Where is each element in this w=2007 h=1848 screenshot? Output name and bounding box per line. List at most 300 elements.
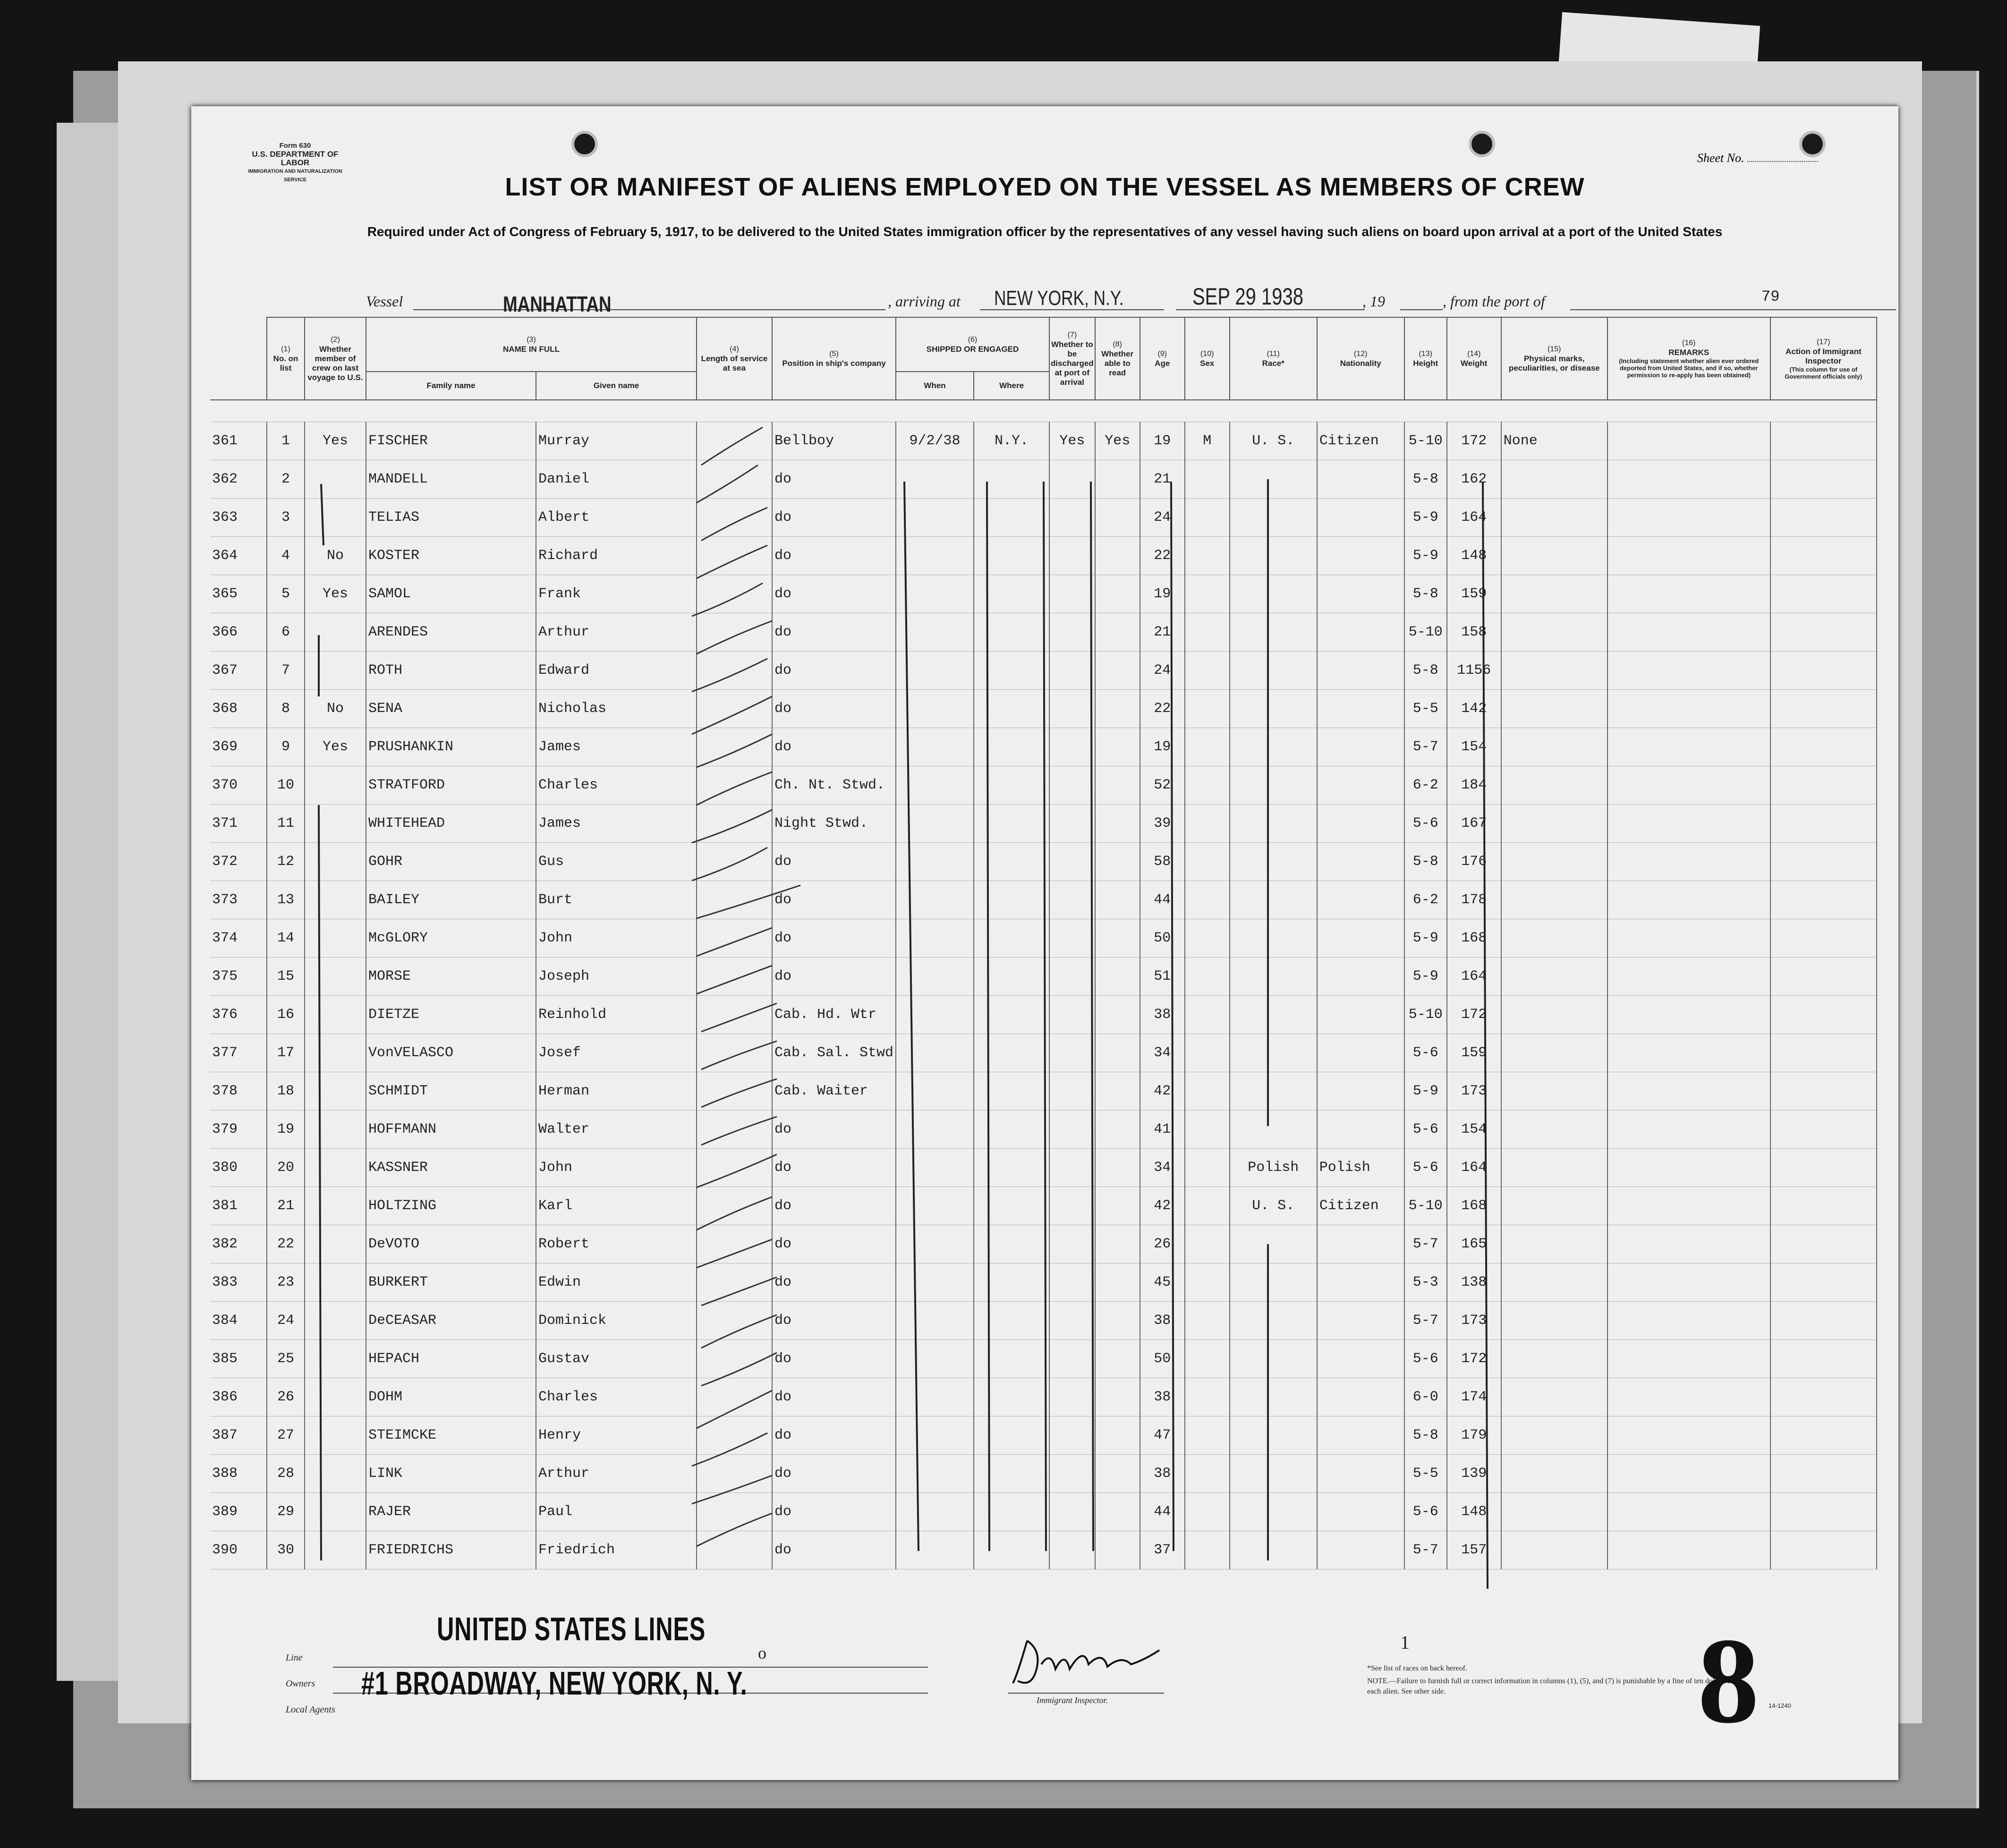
cell-empty (1607, 728, 1770, 766)
cell-race: U. S. (1230, 422, 1317, 460)
cell-family: SENA (366, 690, 536, 728)
cell-read (1095, 537, 1140, 575)
cell-age: 58 (1140, 843, 1185, 881)
cell-empty (1770, 499, 1877, 537)
cell-read: Yes (1095, 422, 1140, 460)
cell-sex (1185, 537, 1230, 575)
cell-where: N.Y. (974, 422, 1049, 460)
cell-no: 19 (267, 1110, 305, 1149)
cell-when (896, 1072, 974, 1110)
cell-age: 34 (1140, 1149, 1185, 1187)
form-code: 14-1240 (1769, 1702, 1791, 1709)
cell-race (1230, 1110, 1317, 1149)
cell-when (896, 805, 974, 843)
cell-position: do (772, 613, 896, 652)
cell-disch (1049, 958, 1095, 996)
cell-when (896, 881, 974, 919)
cell-age: 38 (1140, 1302, 1185, 1340)
cell-empty (697, 766, 772, 805)
cell-where (974, 958, 1049, 996)
cell-where (974, 499, 1049, 537)
cell-given: Henry (536, 1416, 697, 1455)
cell-when (896, 537, 974, 575)
cell-height: 5-6 (1404, 1149, 1447, 1187)
cell-nat (1317, 690, 1404, 728)
owners-stamp: #1 BROADWAY, NEW YORK, N. Y. (361, 1665, 748, 1702)
cell-height: 5-8 (1404, 652, 1447, 690)
cell-when (896, 1416, 974, 1455)
cell-empty (1770, 1072, 1877, 1110)
cell-family: SAMOL (366, 575, 536, 613)
local-agents-label: Local Agents (286, 1704, 335, 1715)
cell-given: Joseph (536, 958, 697, 996)
cell-sex (1185, 1263, 1230, 1302)
cell-family: KOSTER (366, 537, 536, 575)
cell-ref: 388 (210, 1455, 267, 1493)
page-subtitle: Required under Act of Congress of February 5, 1917, to be delivered to the United States immigration officer by the representatives of any vessel having such aliens on board upon arrival at a port of the United States (367, 224, 1723, 239)
cell-empty (1607, 1340, 1770, 1378)
cell-read (1095, 881, 1140, 919)
cell-nat: Citizen (1317, 1187, 1404, 1225)
cell-disch (1049, 766, 1095, 805)
cell-prev: No (305, 690, 366, 728)
cell-weight: 154 (1447, 1110, 1501, 1149)
cell-empty (1607, 881, 1770, 919)
cell-ref: 382 (210, 1225, 267, 1263)
cell-height: 5-8 (1404, 843, 1447, 881)
cell-given: Nicholas (536, 690, 697, 728)
cell-family: HEPACH (366, 1340, 536, 1378)
cell-when (896, 843, 974, 881)
cell-weight: 174 (1447, 1378, 1501, 1416)
cell-empty (1607, 1149, 1770, 1187)
cell-empty (1770, 537, 1877, 575)
cell-prev (305, 1302, 366, 1340)
cell-empty (1607, 613, 1770, 652)
cell-given: Herman (536, 1072, 697, 1110)
col-physical-marks: (15) Physical marks, peculiarities, or disease (1501, 317, 1607, 400)
cell-prev (305, 1072, 366, 1110)
cell-height: 5-3 (1404, 1263, 1447, 1302)
cell-given: Daniel (536, 460, 697, 499)
cell-empty (1607, 1455, 1770, 1493)
cell-position: do (772, 843, 896, 881)
cell-family: McGLORY (366, 919, 536, 958)
cell-disch (1049, 1187, 1095, 1225)
cell-marks (1501, 1225, 1607, 1263)
cell-read (1095, 1455, 1140, 1493)
cell-ref: 373 (210, 881, 267, 919)
cell-given: Josef (536, 1034, 697, 1072)
cell-read (1095, 1034, 1140, 1072)
cell-no: 15 (267, 958, 305, 996)
cell-age: 39 (1140, 805, 1185, 843)
cell-empty (697, 537, 772, 575)
cell-empty (697, 422, 772, 460)
cell-disch (1049, 996, 1095, 1034)
cell-read (1095, 1302, 1140, 1340)
cell-weight: 176 (1447, 843, 1501, 881)
table-row (210, 996, 1877, 1034)
page-number: 79 (1761, 288, 1780, 305)
cell-no: 23 (267, 1263, 305, 1302)
cell-marks (1501, 805, 1607, 843)
cell-empty (1770, 1531, 1877, 1569)
cell-position: Cab. Sal. Stwd (772, 1034, 896, 1072)
cell-empty (1607, 919, 1770, 958)
cell-position: do (772, 1187, 896, 1225)
cell-family: BAILEY (366, 881, 536, 919)
cell-race (1230, 575, 1317, 613)
cell-disch (1049, 728, 1095, 766)
cell-position: do (772, 881, 896, 919)
cell-empty (697, 652, 772, 690)
arriving-label: , arriving at (888, 293, 961, 310)
cell-no: 2 (267, 460, 305, 499)
arrival-date: SEP 29 1938 (1192, 283, 1304, 310)
cell-position: do (772, 1340, 896, 1378)
cell-marks (1501, 575, 1607, 613)
cell-age: 24 (1140, 652, 1185, 690)
cell-empty (697, 575, 772, 613)
cell-marks (1501, 1378, 1607, 1416)
cell-no: 25 (267, 1340, 305, 1378)
cell-weight: 168 (1447, 1187, 1501, 1225)
cell-height: 5-6 (1404, 1340, 1447, 1378)
cell-sex (1185, 1187, 1230, 1225)
table-row (210, 1263, 1877, 1302)
cell-when (896, 1378, 974, 1416)
cell-when: 9/2/38 (896, 422, 974, 460)
cell-race (1230, 1378, 1317, 1416)
cell-no: 17 (267, 1034, 305, 1072)
cell-ref: 363 (210, 499, 267, 537)
col-previous-voyage: (2) Whether member of crew on last voyage to U.S. (305, 317, 366, 400)
cell-sex (1185, 460, 1230, 499)
cell-sex (1185, 805, 1230, 843)
cell-ref: 371 (210, 805, 267, 843)
cell-when (896, 728, 974, 766)
col-name-in-full: (3) NAME IN FULL (366, 317, 697, 372)
cell-empty (1770, 613, 1877, 652)
cell-given: Gus (536, 843, 697, 881)
line-label: Line (286, 1653, 303, 1663)
cell-family: MANDELL (366, 460, 536, 499)
cell-height: 6-0 (1404, 1378, 1447, 1416)
cell-nat (1317, 1493, 1404, 1531)
cell-read (1095, 1110, 1140, 1149)
cell-marks (1501, 1416, 1607, 1455)
cell-empty (1770, 690, 1877, 728)
cell-weight: 167 (1447, 805, 1501, 843)
cell-weight: 165 (1447, 1225, 1501, 1263)
cell-disch (1049, 690, 1095, 728)
cell-height: 5-9 (1404, 958, 1447, 996)
cell-family: RAJER (366, 1493, 536, 1531)
table-row (210, 1493, 1877, 1531)
cell-no: 21 (267, 1187, 305, 1225)
cell-sex (1185, 1455, 1230, 1493)
col-where: Where (974, 372, 1049, 400)
cell-marks (1501, 1531, 1607, 1569)
cell-when (896, 1340, 974, 1378)
cell-age: 19 (1140, 575, 1185, 613)
year-label: , 19 (1362, 293, 1385, 310)
cell-weight: 173 (1447, 1302, 1501, 1340)
cell-weight: 178 (1447, 881, 1501, 919)
cell-empty (697, 1072, 772, 1110)
cell-where (974, 919, 1049, 958)
table-row (210, 1187, 1877, 1225)
cell-height: 5-8 (1404, 575, 1447, 613)
cell-marks (1501, 652, 1607, 690)
cell-prev (305, 919, 366, 958)
cell-empty (697, 1493, 772, 1531)
cell-weight: 158 (1447, 613, 1501, 652)
cell-sex (1185, 1531, 1230, 1569)
cell-race (1230, 843, 1317, 881)
cell-no: 6 (267, 613, 305, 652)
cell-nat (1317, 728, 1404, 766)
cell-read (1095, 690, 1140, 728)
cell-empty (1607, 1225, 1770, 1263)
cell-prev (305, 613, 366, 652)
cell-nat (1317, 1110, 1404, 1149)
cell-nat (1317, 575, 1404, 613)
cell-where (974, 1149, 1049, 1187)
cell-where (974, 1110, 1049, 1149)
cell-nat (1317, 1034, 1404, 1072)
table-row (210, 1034, 1877, 1072)
cell-nat (1317, 1378, 1404, 1416)
cell-read (1095, 1225, 1140, 1263)
cell-disch (1049, 1378, 1095, 1416)
cell-ref: 370 (210, 766, 267, 805)
cell-empty (697, 881, 772, 919)
cell-sex (1185, 919, 1230, 958)
col-race: (11) Race* (1230, 317, 1317, 400)
cell-when (896, 652, 974, 690)
cell-height: 6-2 (1404, 881, 1447, 919)
cell-weight: 173 (1447, 1072, 1501, 1110)
cell-marks (1501, 1302, 1607, 1340)
cell-prev (305, 1340, 366, 1378)
cell-race (1230, 1493, 1317, 1531)
cell-family: GOHR (366, 843, 536, 881)
col-discharged: (7) Whether to be discharged at port of arrival (1049, 317, 1095, 400)
cell-nat (1317, 1302, 1404, 1340)
cell-family: HOLTZING (366, 1187, 536, 1225)
cell-sex (1185, 728, 1230, 766)
table-row (210, 1531, 1877, 1569)
cell-read (1095, 499, 1140, 537)
cell-disch (1049, 460, 1095, 499)
cell-prev (305, 460, 366, 499)
cell-no: 13 (267, 881, 305, 919)
cell-when (896, 1493, 974, 1531)
cell-when (896, 996, 974, 1034)
cell-empty (697, 1034, 772, 1072)
cell-sex (1185, 996, 1230, 1034)
cell-disch (1049, 843, 1095, 881)
cell-ref: 377 (210, 1034, 267, 1072)
cell-nat (1317, 1340, 1404, 1378)
cell-race (1230, 1225, 1317, 1263)
cell-prev: No (305, 537, 366, 575)
cell-empty (1770, 1302, 1877, 1340)
department-name: U.S. DEPARTMENT OF LABOR (252, 150, 339, 167)
large-handwritten-eight: 8 (1698, 1613, 1759, 1749)
cell-position: do (772, 1110, 896, 1149)
cell-race: Polish (1230, 1149, 1317, 1187)
cell-where (974, 537, 1049, 575)
cell-empty (1770, 1340, 1877, 1378)
cell-where (974, 652, 1049, 690)
table-row (210, 460, 1877, 499)
cell-empty (1770, 1416, 1877, 1455)
cell-family: ARENDES (366, 613, 536, 652)
cell-prev (305, 1149, 366, 1187)
cell-empty (697, 613, 772, 652)
cell-nat (1317, 996, 1404, 1034)
cell-race (1230, 919, 1317, 958)
cell-family: HOFFMANN (366, 1110, 536, 1149)
stray-mark-1: 1 (1400, 1632, 1410, 1653)
table-row (210, 690, 1877, 728)
cell-no: 14 (267, 919, 305, 958)
cell-height: 5-6 (1404, 1110, 1447, 1149)
cell-position: do (772, 919, 896, 958)
cell-empty (1607, 1302, 1770, 1340)
cell-family: BURKERT (366, 1263, 536, 1302)
cell-where (974, 575, 1049, 613)
cell-empty (1770, 881, 1877, 919)
cell-where (974, 1187, 1049, 1225)
sheet-number-label: Sheet No. (1697, 151, 1818, 165)
cell-position: do (772, 958, 896, 996)
cell-where (974, 766, 1049, 805)
cell-height: 5-7 (1404, 1531, 1447, 1569)
cell-no: 1 (267, 422, 305, 460)
cell-no: 12 (267, 843, 305, 881)
table-row (210, 766, 1877, 805)
cell-marks (1501, 613, 1607, 652)
cell-given: Karl (536, 1187, 697, 1225)
table-row (210, 1340, 1877, 1378)
cell-where (974, 1302, 1049, 1340)
cell-position: Night Stwd. (772, 805, 896, 843)
cell-sex: M (1185, 422, 1230, 460)
cell-empty (1607, 805, 1770, 843)
table-row (210, 422, 1877, 460)
cell-no: 18 (267, 1072, 305, 1110)
cell-empty (697, 958, 772, 996)
arrival-port: NEW YORK, N.Y. (994, 287, 1124, 310)
table-row (210, 1455, 1877, 1493)
manifest-sheet (191, 106, 1898, 1780)
table-row (210, 1110, 1877, 1149)
cell-empty (1607, 690, 1770, 728)
cell-empty (697, 1302, 772, 1340)
cell-height: 5-6 (1404, 1034, 1447, 1072)
cell-when (896, 613, 974, 652)
cell-empty (1607, 1378, 1770, 1416)
races-note: *See list of races on back hereof. (1367, 1664, 1467, 1672)
cell-no: 9 (267, 728, 305, 766)
cell-weight: 157 (1447, 1531, 1501, 1569)
cell-marks (1501, 1072, 1607, 1110)
line-stamp: UNITED STATES LINES (437, 1611, 706, 1647)
cell-marks (1501, 1149, 1607, 1187)
cell-given: John (536, 1149, 697, 1187)
cell-position: do (772, 1225, 896, 1263)
cell-sex (1185, 690, 1230, 728)
cell-where (974, 1378, 1049, 1416)
cell-marks (1501, 499, 1607, 537)
cell-given: Burt (536, 881, 697, 919)
cell-read (1095, 1149, 1140, 1187)
cell-age: 42 (1140, 1187, 1185, 1225)
cell-empty (1770, 1378, 1877, 1416)
cell-nat (1317, 843, 1404, 881)
cell-empty (1607, 1263, 1770, 1302)
cell-race (1230, 996, 1317, 1034)
cell-no: 27 (267, 1416, 305, 1455)
cell-prev (305, 766, 366, 805)
cell-empty (1770, 652, 1877, 690)
cell-race (1230, 1455, 1317, 1493)
cell-height: 5-9 (1404, 537, 1447, 575)
punch-hole (571, 131, 598, 157)
cell-where (974, 1416, 1049, 1455)
cell-where (974, 1072, 1049, 1110)
vessel-name: MANHATTAN (503, 292, 612, 316)
penalty-note: NOTE.—Failure to furnish full or correct information in columns (1), (5), and (7) is punishable by a fine of ten dollars for each alien. See other side. (1367, 1677, 1737, 1695)
cell-disch (1049, 805, 1095, 843)
cell-race (1230, 1072, 1317, 1110)
cell-empty (1770, 728, 1877, 766)
cell-ref: 380 (210, 1149, 267, 1187)
cell-marks (1501, 1493, 1607, 1531)
cell-nat (1317, 881, 1404, 919)
cell-race (1230, 613, 1317, 652)
inspector-signature (1008, 1631, 1164, 1693)
cell-empty (697, 460, 772, 499)
cell-sex (1185, 613, 1230, 652)
cell-no: 28 (267, 1455, 305, 1493)
cell-height: 5-7 (1404, 1302, 1447, 1340)
cell-marks (1501, 690, 1607, 728)
cell-prev (305, 1531, 366, 1569)
cell-marks (1501, 460, 1607, 499)
cell-ref: 383 (210, 1263, 267, 1302)
cell-read (1095, 460, 1140, 499)
cell-empty (1607, 1187, 1770, 1225)
cell-given: Walter (536, 1110, 697, 1149)
cell-no: 26 (267, 1378, 305, 1416)
cell-empty (1607, 843, 1770, 881)
cell-empty (1770, 766, 1877, 805)
cell-race (1230, 728, 1317, 766)
cell-sex (1185, 843, 1230, 881)
cell-disch (1049, 1034, 1095, 1072)
cell-disch (1049, 1416, 1095, 1455)
cell-age: 22 (1140, 537, 1185, 575)
cell-disch (1049, 1263, 1095, 1302)
cell-empty (1770, 1225, 1877, 1263)
cell-sex (1185, 1225, 1230, 1263)
cell-prev (305, 499, 366, 537)
